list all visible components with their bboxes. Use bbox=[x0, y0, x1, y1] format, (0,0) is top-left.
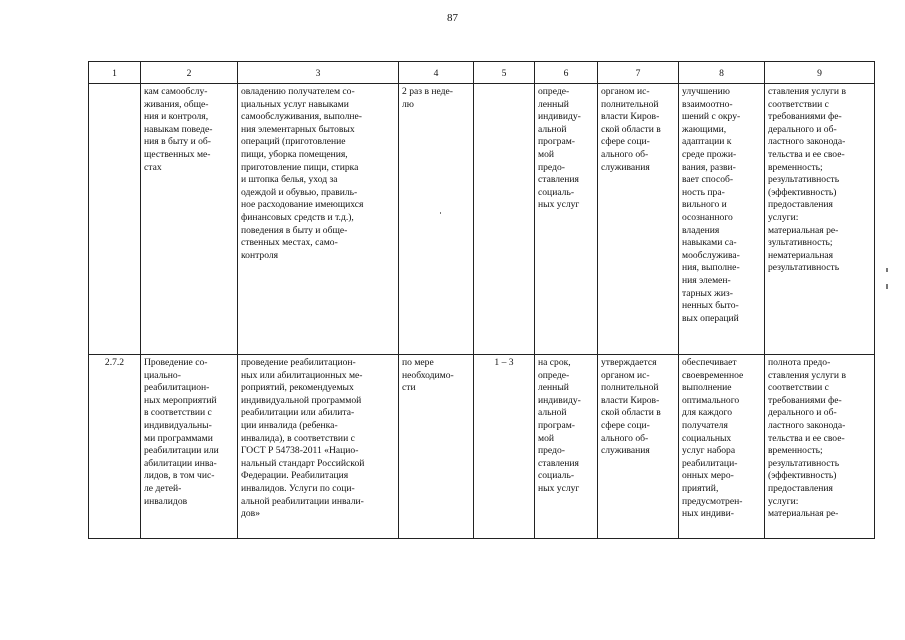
unit-cell bbox=[474, 84, 535, 355]
service-description-cell: проведение реабилитацион- ных или абилитационных ме- роприятий, рекомендуемых индивидуальной программой реабилитации или абилита- ции инвалида (ребенка- инвалида), в соответствии с ГОСТ Р 54738-2011 «Нацио- нальный стандарт Российской Федерации. Реабилитация инвалидов. Услуги по соци- альной реабилитации инвали- дов» bbox=[238, 355, 399, 539]
unit-cell: 1 – 3 bbox=[474, 355, 535, 539]
table-row bbox=[89, 355, 875, 539]
evaluation-conditions-cell: ставления услуги в соответствии с требованиями фе- дерального и об- ластного законода- тельства и ее свое- временность; результативность (эффективность) предоставления услуги: материальная ре- зультативность; нематериальная результативность bbox=[765, 84, 875, 355]
column-number-row bbox=[89, 62, 875, 84]
duration-cell: на срок, опреде- ленный индивиду- альной програм- мой предо- ставления социаль- ных услуг bbox=[535, 355, 598, 539]
column-header: 6 bbox=[535, 62, 598, 84]
column-header: 4 bbox=[399, 62, 474, 84]
service-name-cell: кам самообслу- живания, обще- ния и контроля, навыкам поведе- ния в быту и об- щественных ме- стах bbox=[141, 84, 238, 355]
scan-mark bbox=[440, 212, 441, 214]
service-name-cell: Проведение со- циально- реабилитацион- ных мероприятий в соответствии с индивидуальны- ми программами реабилитации или абилитации инва- лидов, в том чис- ле детей- инвалидов bbox=[141, 355, 238, 539]
column-header: 9 bbox=[765, 62, 875, 84]
column-header: 3 bbox=[238, 62, 399, 84]
quality-indicators-cell: улучшению взаимоотно- шений с окру- жающими, адаптации к среде прожи- вания, разви- вает способ- ность пра- вильного и осознанного владения навыками са- мообслужива- ния, выполне- ния элемен- тарных жиз- ненных быто- вых операций bbox=[679, 84, 765, 355]
scan-mark bbox=[886, 284, 888, 289]
services-table bbox=[88, 61, 875, 539]
row-number-cell: 2.7.2 bbox=[89, 355, 141, 539]
duration-cell: опреде- ленный индивиду- альной програм- мой предо- ставления социаль- ных услуг bbox=[535, 84, 598, 355]
column-header: 5 bbox=[474, 62, 535, 84]
service-description-cell: овладению получателем со- циальных услуг навыками самообслуживания, выполне- ния элементарных бытовых операций (приготовление пищи, уборка помещения, приготовление пищи, стирка и штопка белья, уход за одеждой и обувью, правиль- ное расходование имеющихся финансовых средств и т.д.), поведения в быту и обще- ственных местах, само- контроля bbox=[238, 84, 399, 355]
frequency-cell: по мере необходимо- сти bbox=[399, 355, 474, 539]
column-header: 8 bbox=[679, 62, 765, 84]
frequency-cell: 2 раз в неде- лю bbox=[399, 84, 474, 355]
column-header: 1 bbox=[89, 62, 141, 84]
quality-indicators-cell: обеспечивает своевременное выполнение оптимального для каждого получателя социальных услуг набора реабилитаци- онных меро- приятий, предусмотрен- ных индиви- bbox=[679, 355, 765, 539]
tariff-cell: утверждается органом ис- полнительной власти Киров- ской области в сфере соци- ального об- служивания bbox=[598, 355, 679, 539]
table-row bbox=[89, 84, 875, 355]
scan-mark bbox=[886, 268, 888, 272]
row-number-cell bbox=[89, 84, 141, 355]
column-header: 2 bbox=[141, 62, 238, 84]
page-number: 87 bbox=[447, 12, 458, 24]
column-header: 7 bbox=[598, 62, 679, 84]
evaluation-conditions-cell: полнота предо- ставления услуги в соответствии с требованиями фе- дерального и об- ластного законода- тельства и ее свое- временность; результативность (эффективность) предоставления услуги: материальная ре- bbox=[765, 355, 875, 539]
tariff-cell: органом ис- полнительной власти Киров- ской области в сфере соци- ального об- служивания bbox=[598, 84, 679, 355]
